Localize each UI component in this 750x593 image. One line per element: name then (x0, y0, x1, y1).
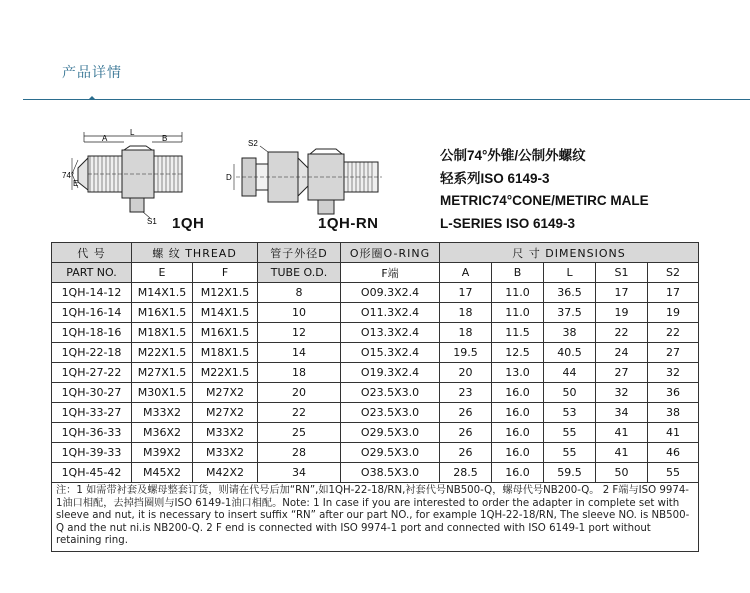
table-cell: 22 (596, 323, 648, 343)
table-cell: 8 (258, 283, 341, 303)
table-cell: 18 (258, 363, 341, 383)
header-f-end: F端 (341, 263, 440, 283)
table-cell: M45X2 (132, 463, 193, 483)
table-cell: 50 (596, 463, 648, 483)
table-cell: M16X1.5 (193, 323, 258, 343)
dim-s1-label: S1 (147, 217, 157, 226)
table-cell: 1QH-22-18 (52, 343, 132, 363)
spec-line-1: 公制74°外锥/公制外螺纹 (440, 148, 586, 163)
table-cell: 20 (258, 383, 341, 403)
table-cell: 18 (440, 303, 492, 323)
table-body (52, 283, 699, 483)
table-cell: M27X2 (193, 403, 258, 423)
table-cell: 10 (258, 303, 341, 323)
table-cell: 26 (440, 443, 492, 463)
dim-a-label: A (102, 134, 108, 143)
table-cell: 11.0 (492, 283, 544, 303)
table-cell: 36.5 (544, 283, 596, 303)
table-cell: 36 (648, 383, 699, 403)
table-cell: 32 (648, 363, 699, 383)
table-cell: 41 (596, 443, 648, 463)
table-row (52, 283, 699, 303)
table-cell: M36X2 (132, 423, 193, 443)
spec-line-3: METRIC74°CONE/METIRC MALE (440, 193, 649, 208)
header-thread: 螺 纹 THREAD (132, 243, 258, 263)
dim-d-label: D (226, 173, 232, 182)
header-a: A (440, 263, 492, 283)
header-l: L (544, 263, 596, 283)
table-header-row-2 (52, 263, 699, 283)
header-dimensions: 尺 寸 DIMENSIONS (440, 243, 699, 263)
table-row (52, 363, 699, 383)
table-cell: 22 (258, 403, 341, 423)
table-cell: 59.5 (544, 463, 596, 483)
dim-l-label: L (130, 128, 135, 137)
table-cell: 17 (648, 283, 699, 303)
table-cell: 22 (648, 323, 699, 343)
dim-s2-label: S2 (248, 139, 258, 148)
table-cell: 1QH-39-33 (52, 443, 132, 463)
dim-e-label: E (73, 179, 79, 188)
table-cell: 27 (648, 343, 699, 363)
table-cell: 23 (440, 383, 492, 403)
table-row (52, 383, 699, 403)
table-cell: M18X1.5 (193, 343, 258, 363)
table-cell: 17 (440, 283, 492, 303)
spec-line-4: L-SERIES ISO 6149-3 (440, 215, 576, 231)
header-oring: O形圈O-RING (341, 243, 440, 263)
header-tube: 管子外径D (258, 243, 341, 263)
table-cell: O09.3X2.4 (341, 283, 440, 303)
table-cell: 34 (258, 463, 341, 483)
table-cell: 1QH-14-12 (52, 283, 132, 303)
table-row (52, 323, 699, 343)
header-s2: S2 (648, 263, 699, 283)
table-cell: 25 (258, 423, 341, 443)
table-cell: 1QH-27-22 (52, 363, 132, 383)
model-label-1qh-rn: 1QH-RN (318, 215, 379, 232)
table-cell: 55 (648, 463, 699, 483)
table-cell: 1QH-16-14 (52, 303, 132, 323)
table-cell: 1QH-30-27 (52, 383, 132, 403)
header-part-no: PART NO. (52, 263, 132, 283)
table-cell: 1QH-18-16 (52, 323, 132, 343)
table-cell: 41 (596, 423, 648, 443)
table-cell: 46 (648, 443, 699, 463)
header-b: B (492, 263, 544, 283)
spec-line-2: 轻系列ISO 6149-3 (440, 170, 550, 186)
table-cell: O23.5X3.0 (341, 403, 440, 423)
header-f: F (193, 263, 258, 283)
table-cell: M14X1.5 (193, 303, 258, 323)
table-cell: 34 (596, 403, 648, 423)
spec-block (440, 145, 649, 235)
header-tube-od: TUBE O.D. (258, 263, 341, 283)
dimensions-table (51, 242, 699, 552)
note-en: Note: 1 In case if you are interested to order the adapter in complete set with sleeve and nut, it is necessary to insert suffix “RN” after our part NO., for example 1QH-22-18/RN, The sleeve NO. is NB500-Q and the nut ni.is NB200-Q. 2 F end is connected with ISO 9974-1 port and connected with ISO 6149-1 port without retaining ring. (56, 497, 690, 546)
section-title: 产品详情 (62, 65, 122, 81)
table-cell: 28 (258, 443, 341, 463)
table-cell: 16.0 (492, 463, 544, 483)
table-row (52, 403, 699, 423)
table-row (52, 423, 699, 443)
table-cell: M14X1.5 (132, 283, 193, 303)
angle-label: 74° (62, 171, 75, 180)
table-cell: O11.3X2.4 (341, 303, 440, 323)
table-cell: M22X1.5 (193, 363, 258, 383)
table-cell: M22X1.5 (132, 343, 193, 363)
note-cn: 注：1 如需带衬套及螺母整套订货，则请在代号后加“RN”,如1QH-22-18/RN,衬套代号NB500-Q，螺母代号NB200-Q。 2 F端与ISO 9974-1油口相配，去掉挡圈则与ISO 6149-1油口相配。 (56, 485, 689, 509)
section-divider-notch (88, 96, 96, 100)
table-cell: 27 (596, 363, 648, 383)
table-cell: 28.5 (440, 463, 492, 483)
table-cell: 53 (544, 403, 596, 423)
table-cell: 55 (544, 423, 596, 443)
table-cell: 37.5 (544, 303, 596, 323)
header-s1: S1 (596, 263, 648, 283)
table-cell: M33X2 (132, 403, 193, 423)
table-cell: 1QH-33-27 (52, 403, 132, 423)
table-row (52, 343, 699, 363)
table-cell: 32 (596, 383, 648, 403)
table-cell: 11.0 (492, 303, 544, 323)
table-cell: O29.5X3.0 (341, 443, 440, 463)
table-cell: M33X2 (193, 423, 258, 443)
table-cell: 44 (544, 363, 596, 383)
header-e: E (132, 263, 193, 283)
table-cell: 16.0 (492, 403, 544, 423)
table-cell: 19 (596, 303, 648, 323)
table-cell: O13.3X2.4 (341, 323, 440, 343)
table-cell: O15.3X2.4 (341, 343, 440, 363)
note-row (52, 483, 699, 552)
table-cell: O19.3X2.4 (341, 363, 440, 383)
table-cell: 18 (440, 323, 492, 343)
table-row (52, 443, 699, 463)
table-row (52, 303, 699, 323)
diagram-1qh (42, 128, 192, 226)
table-cell: 12 (258, 323, 341, 343)
table-cell: 11.5 (492, 323, 544, 343)
table-cell: 1QH-45-42 (52, 463, 132, 483)
table-cell: 26 (440, 423, 492, 443)
table-cell: 41 (648, 423, 699, 443)
table-cell: 38 (544, 323, 596, 343)
table-cell: 26 (440, 403, 492, 423)
table-header-row-1 (52, 243, 699, 263)
table-cell: 50 (544, 383, 596, 403)
table-cell: 24 (596, 343, 648, 363)
header-code: 代 号 (52, 243, 132, 263)
table-cell: M42X2 (193, 463, 258, 483)
table-note (52, 483, 699, 552)
table-cell: 19 (648, 303, 699, 323)
table-cell: 40.5 (544, 343, 596, 363)
table-cell: 19.5 (440, 343, 492, 363)
table-cell: 12.5 (492, 343, 544, 363)
model-label-1qh: 1QH (172, 215, 205, 232)
table-row (52, 463, 699, 483)
table-cell: M18X1.5 (132, 323, 193, 343)
table-cell: 17 (596, 283, 648, 303)
table-cell: M16X1.5 (132, 303, 193, 323)
diagram-1qh-rn (222, 136, 387, 218)
table-cell: M12X1.5 (193, 283, 258, 303)
table-cell: M33X2 (193, 443, 258, 463)
table-cell: M39X2 (132, 443, 193, 463)
table-cell: M30X1.5 (132, 383, 193, 403)
table-cell: 16.0 (492, 443, 544, 463)
table-cell: 20 (440, 363, 492, 383)
table-cell: 13.0 (492, 363, 544, 383)
table-cell: 38 (648, 403, 699, 423)
table-cell: O38.5X3.0 (341, 463, 440, 483)
table-cell: M27X1.5 (132, 363, 193, 383)
table-cell: O23.5X3.0 (341, 383, 440, 403)
table-cell: 14 (258, 343, 341, 363)
table-cell: 1QH-36-33 (52, 423, 132, 443)
table-cell: 55 (544, 443, 596, 463)
table-cell: M27X2 (193, 383, 258, 403)
section-divider (23, 99, 750, 100)
table-cell: 16.0 (492, 383, 544, 403)
dim-b-label: B (162, 134, 168, 143)
table-cell: 16.0 (492, 423, 544, 443)
table-cell: O29.5X3.0 (341, 423, 440, 443)
